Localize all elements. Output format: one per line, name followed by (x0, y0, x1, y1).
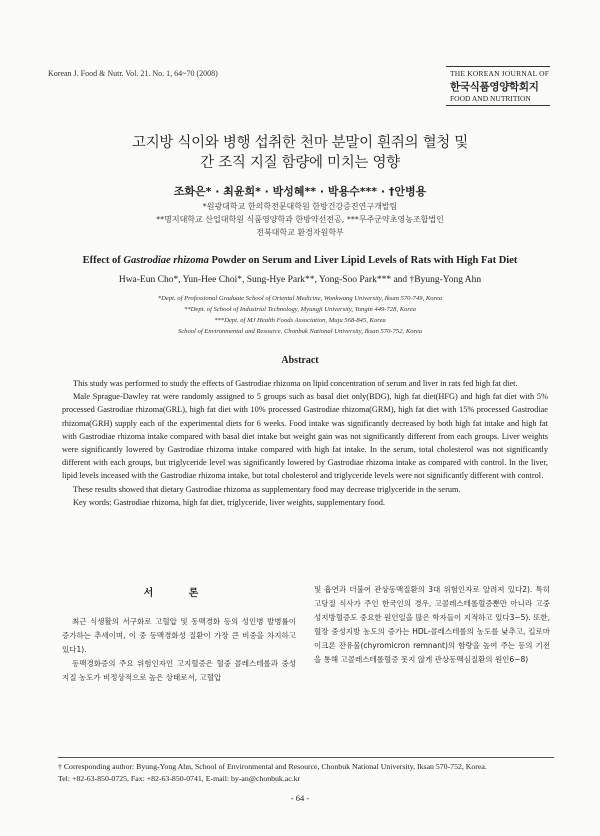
page-number: - 64 - (290, 793, 310, 803)
intro-paragraph-1: 최근 식생활의 서구화로 고혈압 및 동맥경화 등의 성인병 발병률이 증가하는 추세이며, 이 중 동맥경화성 질환이 가장 큰 비중을 차지하고 있다1). (62, 617, 296, 654)
title-en-post: Powder on Serum and Liver Lipid Levels of Rats with High Fat Diet (208, 255, 518, 266)
keywords: Key words: Gastrodiae rhizoma, high fat diet, triglyceride, liver weights, supplementary food. (73, 497, 385, 507)
intro-heading: 서 론 (143, 588, 215, 599)
journal-reference: Korean J. Food & Nutr. Vol. 21. No. 1, 64~70 (2008) (48, 69, 218, 78)
affiliation-en-1: *Dept. of Professional Graduate School of Oriental Medicine, Wonkwang University, Iksan 570-749, Korea (157, 295, 443, 302)
title-korean-line-2: 간 조직 지질 함량에 미치는 영향 (200, 155, 400, 171)
affiliations-korean (80, 200, 520, 239)
affiliation-en-4: School of Environmental and Resource, Chonbuk National University, Iksan 570-752, Korea (177, 328, 423, 335)
intro-paragraph-continued: 및 흡연과 더불어 관상동맥질환의 3대 위험인자로 알려져 있다2). 특히 고당질 식사가 주인 한국인의 경우, 고콜레스테롤혈증뿐만 아니라 고중성지방혈증도 중요한 원인일을 많은 학자들이 지적하고 있다3~5). 또한, 혈장 중성지방 농도의 증가는 HDL-콜레스테롤의 농도를 낮추고, 킬로마이크론 잔유물(chyromicron remnant)의 함량을 높여 주는 등의 기전을 통해 고콜레스테롤혈증 못지 않게 관상동맥심질환의 원인6~8) (314, 585, 550, 664)
abstract-paragraph-1: This study was performed to study the effects of Gastrodiae rhizoma on lipid concentration of serum and liver in rats fed high fat diet. (73, 379, 518, 388)
affiliation-en-2: **Dept. of School of Industrial Technology, Myungji University, Yongin 449-728, Korea (184, 306, 416, 313)
title-en-pre: Effect of (82, 255, 124, 266)
footnote-line-1: † Corresponding author: Byung-Yong Ahn, School of Environmental and Resource, Chonbuk National University, Iksan 570-752, Korea. (58, 762, 487, 771)
title-en-italic: Gastrodiae rhizoma (123, 255, 209, 266)
title-korean-line-1: 고지방 식이와 병행 섭취한 천마 분말이 흰쥐의 혈청 및 (131, 135, 469, 151)
footnote-line-2: Tel: +82-63-850-0725, Fax: +82-63-850-0741, E-mail: by-an@chonbuk.ac.kr (58, 774, 301, 783)
authors-korean: 조화은* · 최윤희* · 박성혜** · 박용수*** · †안병용 (173, 185, 427, 198)
authors-english: Hwa-Eun Cho*, Yun-Hee Choi*, Sung-Hye Park**, Yong-Soo Park*** and †Byung-Yong Ahn (118, 275, 482, 285)
journal-name-ko: 한국식품영양학회지 (450, 81, 539, 93)
abstract-paragraph-2: Male Sprague-Dawley rat were randomly assigned to 5 groups such as basal diet only(BDG), high fat diet(HFG) and high fat diet with 5% processed Gastrodiae rhizoma(GRL), high fat diet with 10% processed Gastrodiae rhizoma(GRM), high fat diet with 15% processed Gastrodiae rhizoma(GRH) supply each of the experimental diets for 6 weeks. Food intake was significantly decreased by both high fat intake and high fat with Gastrodiae rhizoma intake compared with basal diet intake but weight gain was not significantly different from each groups. Liver weights were significantly lowered by Gastrodiae rhizoma intake compared with high fat intake. In the serum, total cholesterol was not significantly different with each groups, but triglyceride level was significantly lowered by Gastrodiae rhizoma intake as compared with control. In the liver, lipid levels inceased with the Gastrodiae rhizoma intake, but total cholesterol and triglyceride levels were not significantly different with control. (62, 392, 548, 481)
title-korean (70, 133, 530, 173)
affiliation-en-3: ***Dept. of MJ Health Foods Association, Muju 568-845, Korea (214, 317, 386, 324)
body-column-right (314, 583, 550, 667)
abstract-heading: Abstract (281, 355, 319, 366)
journal-name-en-2: FOOD AND NUTRITION (450, 94, 531, 103)
abstract-body (62, 377, 548, 509)
affiliation-ko-1: *원광대학교 한의학전문대학원 한방건강증진연구개발팀 (202, 202, 398, 211)
title-english (30, 255, 570, 266)
journal-name-en-1: THE KOREAN JOURNAL OF (450, 69, 550, 78)
abstract-paragraph-3: These results showed that dietary Gastrodiae rhizoma as supplementary food may decrease triglyceride in the serum. (73, 484, 461, 494)
intro-paragraph-2: 동맥경화증의 주요 위험인자인 고지혈증은 혈중 콜레스테롤과 중성지질 농도가 비정상적으로 높은 상태로서, 고혈압 (62, 659, 296, 682)
affiliation-ko-2: **명지대학교 산업대학원 식품영양학과 한방약선전공, ***무주군약초영농조합법인 (156, 215, 444, 224)
affiliation-ko-3: 전북대학교 환경자원학부 (256, 228, 344, 237)
body-column-left (62, 587, 296, 685)
journal-logo-box (446, 66, 550, 106)
affiliations-english (60, 293, 540, 337)
footnote (58, 761, 558, 785)
footnote-divider (58, 757, 554, 758)
